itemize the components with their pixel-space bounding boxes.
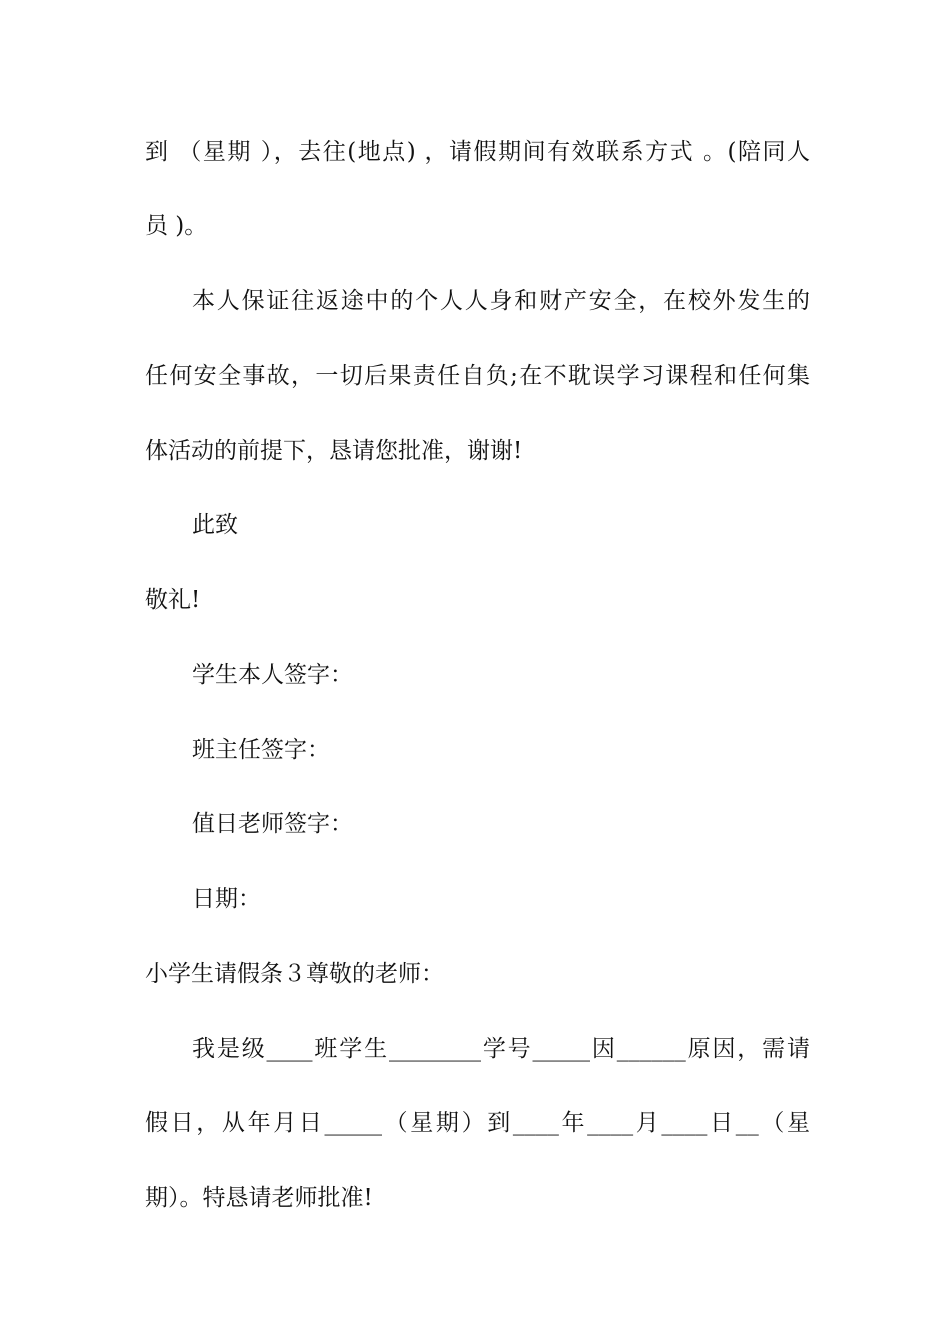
- paragraph-line: 本人保证往返途中的个人人身和财产安全，在校外发生的: [192, 288, 810, 314]
- paragraph-line: 期）。特恳请老师批准!: [145, 1185, 373, 1211]
- closing-salutation: 此致: [192, 512, 238, 538]
- teacher-signature-label: 班主任签字：: [192, 737, 330, 763]
- paragraph-line: 到 （星期 ），去往(地点) ，请假期间有效联系方式 。(陪同人: [145, 139, 810, 165]
- paragraph-line: 假日，从年月日_____（星期）到____年____月____日__（星: [145, 1110, 810, 1136]
- paragraph-line: 我是级____班学生________学号_____因______原因，需请: [192, 1036, 810, 1062]
- student-signature-label: 学生本人签字：: [192, 662, 353, 688]
- section-heading: 小学生请假条３尊敬的老师：: [145, 961, 444, 987]
- closing-regards: 敬礼!: [145, 587, 201, 613]
- duty-teacher-signature-label: 值日老师签字：: [192, 811, 353, 837]
- paragraph-line: 员 )。: [145, 213, 208, 239]
- paragraph-line: 体活动的前提下，恳请您批准，谢谢!: [145, 438, 523, 464]
- paragraph-line: 任何安全事故，一切后果责任自负;在不耽误学习课程和任何集: [145, 363, 810, 389]
- date-label: 日期：: [192, 886, 261, 912]
